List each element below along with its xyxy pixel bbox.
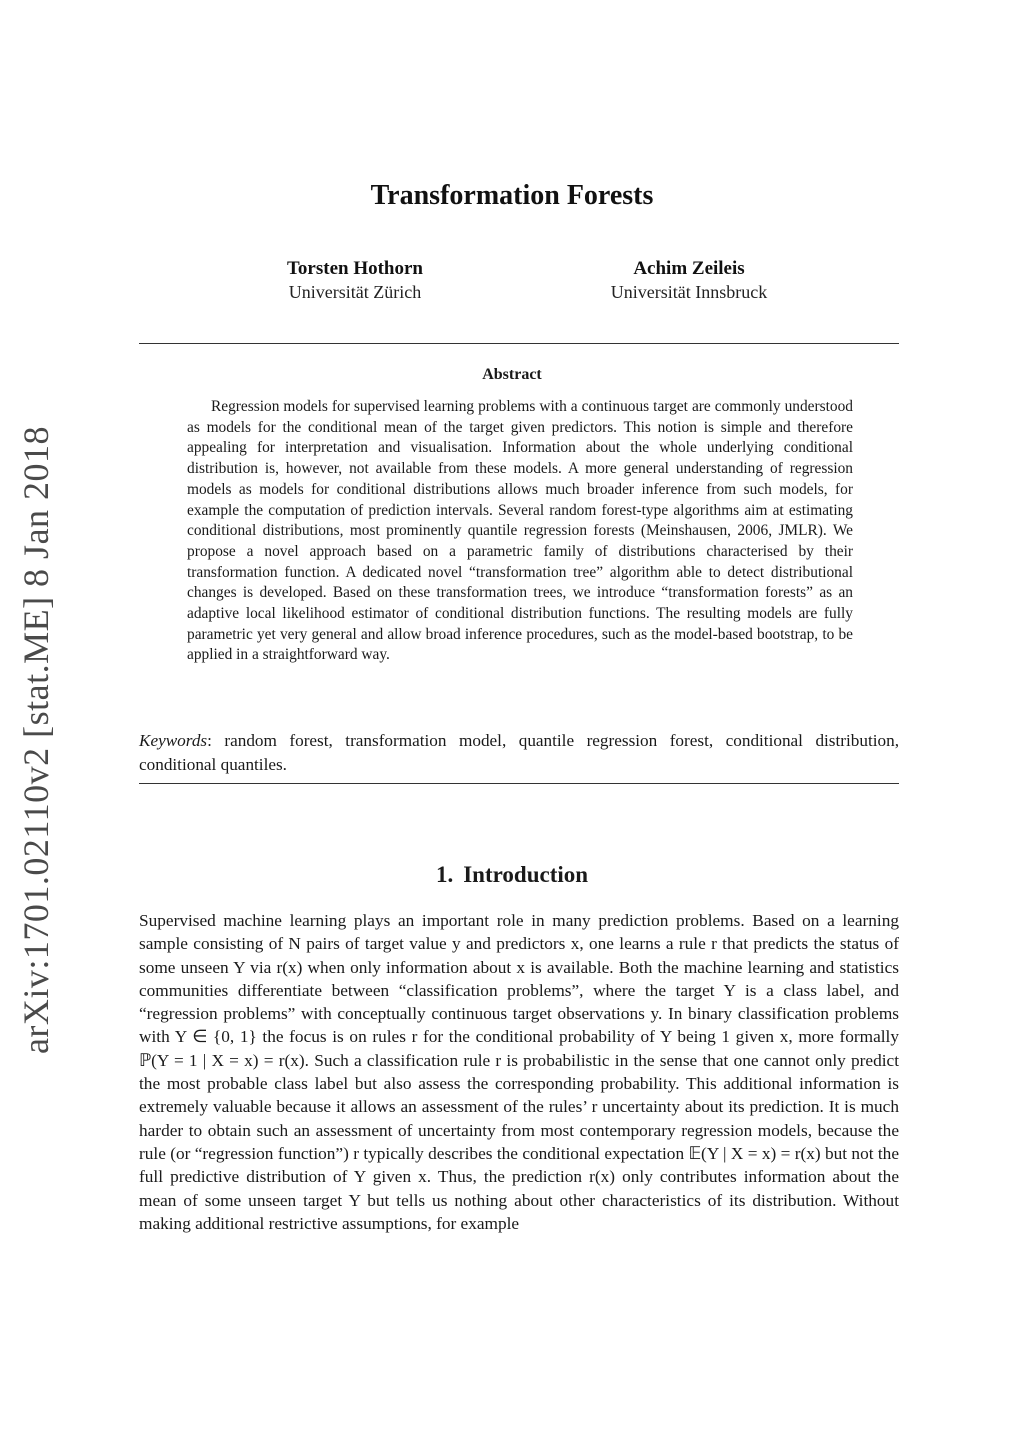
arxiv-watermark: arXiv:1701.02110v2 [stat.ME] 8 Jan 2018 — [16, 425, 56, 1055]
section-title: Introduction — [463, 862, 589, 887]
section-number: 1. — [435, 862, 454, 887]
author-name: Torsten Hothorn — [286, 258, 423, 279]
abstract-body: Regression models for supervised learning problems with a continuous target are commonly understood as models for the conditional mean of the target given predictors. This notion is simple and therefore appealing for interpretation and visualisation. Information about the whole underlying conditional distribution is, however, not available from these models. A more general understanding of regression models as models for conditional distributions allows much broader inference from such models, for example the computation of prediction intervals. Several random forest-type algorithms aim at estimating conditional distributions, most prominently quantile regression forests (Meinshausen, 2006, JMLR). We propose a novel approach based on a parametric family of distributions characterised by their transformation function. A dedicated novel “transformation tree” algorithm able to detect distributional changes is developed. Based on these transformation trees, we introduce “transformation forests” as an adaptive local likelihood estimator of conditional distribution functions. The resulting models are fully parametric yet very general and allow broad inference procedures, such as the model-based bootstrap, to be applied in a straightforward way. — [187, 398, 853, 664]
author-block-2 — [584, 258, 794, 303]
keywords — [139, 729, 899, 777]
bottom-divider — [139, 783, 899, 784]
abstract-heading: Abstract — [482, 366, 542, 383]
top-divider — [139, 343, 899, 344]
author-affiliation: Universität Zürich — [288, 282, 422, 302]
introduction-paragraph: Supervised machine learning plays an important role in many prediction problems. Based on a learning sample consisting of N pairs of target value y and predictors x, one learns a rule r that predicts the status of some unseen Y via r(x) when only information about x is available. Both the machine learning and statistics communities differentiate between “classification problems”, where the target Y is a class label, and “regression problems” with conceptually continuous target observations y. In binary classification problems with Y ∈ {0, 1} the focus is on rules r for the conditional probability of Y being 1 given x, more formally ℙ(Y = 1 | X = x) = r(x). Such a classification rule r is probabilistic in the sense that one cannot only predict the most probable class label but also assess the corresponding probability. This additional information is extremely valuable because it allows an assessment of the rules’ r uncertainty about its prediction. It is much harder to obtain such an assessment of uncertainty from most contemporary regression models, because the rule (or “regression function”) r typically describes the conditional expectation 𝔼(Y | X = x) = r(x) but not the full predictive distribution of Y given x. Thus, the prediction r(x) only contributes information about the mean of some unseen target Y but tells us nothing about other characteristics of its distribution. Without making additional restrictive assumptions, for example — [139, 911, 899, 1233]
keywords-label: Keywords — [139, 731, 208, 750]
keywords-text: : random forest, transformation model, quantile regression forest, conditional distribution, conditional quantiles. — [139, 731, 899, 774]
author-affiliation: Universität Innsbruck — [610, 282, 768, 302]
section-heading — [0, 862, 1024, 888]
author-block-1 — [255, 258, 455, 303]
author-name: Achim Zeileis — [633, 258, 745, 279]
paper-title: Transformation Forests — [370, 180, 654, 211]
